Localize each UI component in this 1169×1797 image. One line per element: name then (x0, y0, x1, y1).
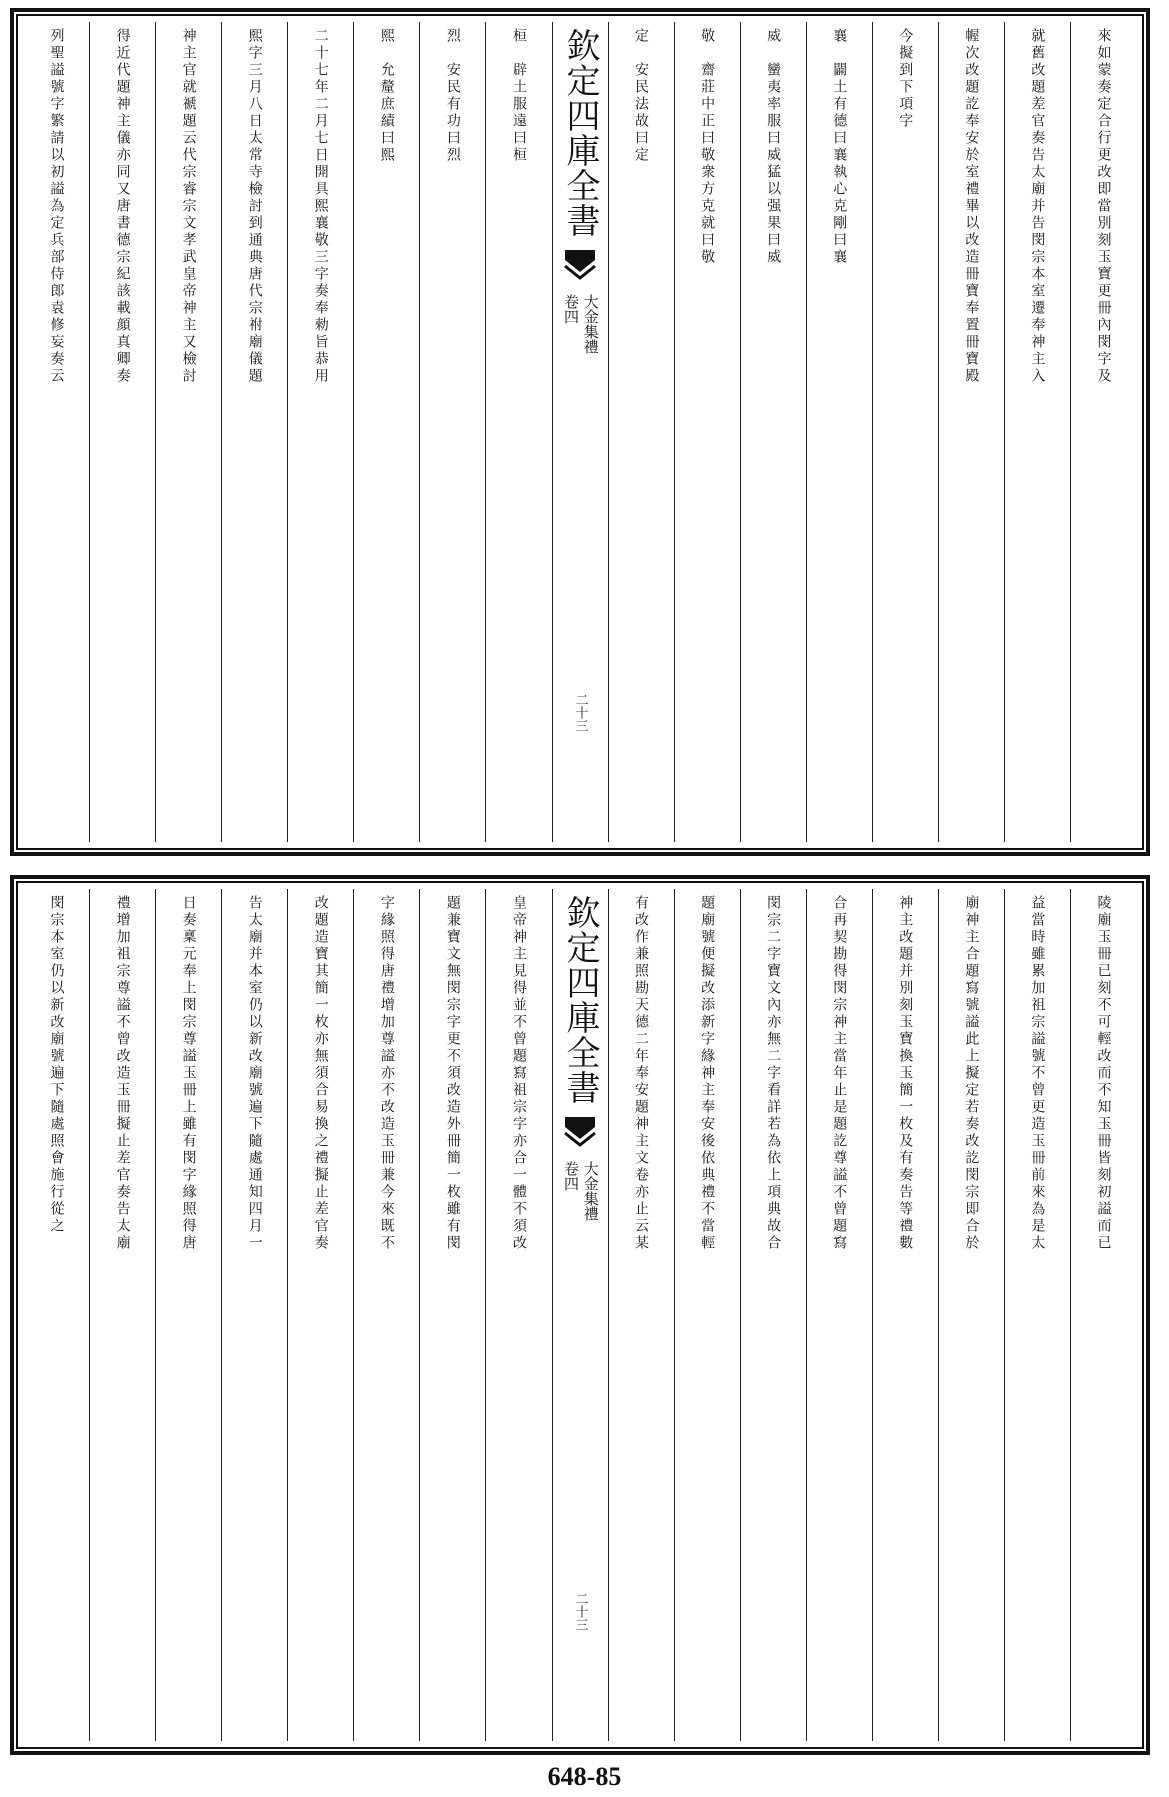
column-text: 皇帝神主見得並不曾題寫祖宗字亦合一體不須改 (510, 895, 527, 1252)
center-gutter (552, 889, 608, 1741)
text-column (419, 889, 485, 1741)
column-text: 烈 安民有功曰烈 (444, 28, 461, 164)
text-column (485, 22, 551, 842)
text-column (353, 22, 419, 842)
column-text: 禮增加祖宗尊謚不曾改造玉冊擬止差官奏告太廟 (114, 895, 131, 1252)
column-text: 就舊改題差官奏告太廟并告閔宗本室遷奉神主入 (1029, 28, 1046, 385)
column-text: 題兼寶文無閔宗字更不須改造外冊簡一枚雖有閔 (444, 895, 461, 1252)
top-columns (24, 22, 1136, 842)
text-column (1070, 889, 1136, 1741)
text-column (1004, 22, 1070, 842)
column-text: 廟神主合題寫號謚此上擬定若奏改訖閔宗即合於 (963, 895, 980, 1252)
text-column (872, 22, 938, 842)
text-column (419, 22, 485, 842)
column-text: 神主官就禠題云代宗睿宗文孝武皇帝神主又檢討 (180, 28, 197, 385)
text-column (155, 22, 221, 842)
text-column (740, 22, 806, 842)
text-column (89, 22, 155, 842)
text-column (287, 889, 353, 1741)
top-page (10, 8, 1150, 856)
text-column (1070, 22, 1136, 842)
gutter-subtitle (562, 294, 598, 354)
text-column (221, 22, 287, 842)
text-column (806, 889, 872, 1741)
column-text: 告太廟并本室仍以新改廟號遍下隨處通知四月一 (246, 895, 263, 1252)
gutter-page-number: 二十三 (572, 1592, 588, 1631)
text-column (674, 889, 740, 1741)
text-column (740, 889, 806, 1741)
text-column (674, 22, 740, 842)
fish-tail-mark-icon (563, 246, 597, 284)
page-number: 648-85 (547, 1762, 622, 1791)
gutter-book-name: 大金集禮 (581, 1161, 600, 1221)
text-column (485, 889, 551, 1741)
column-text: 閔宗本室仍以新改廟號遍下隨處照會施行從之 (48, 895, 65, 1235)
column-text: 定 安民法故曰定 (633, 28, 650, 164)
column-text: 日奏稟元奉上閔宗尊謚玉冊上雖有閔字緣照得唐 (180, 895, 197, 1252)
book-title: 欽定四庫全書 (560, 895, 600, 1105)
column-text: 二十七年二月七日開具熙襄敬三字奏奉勑旨恭用 (312, 28, 329, 385)
book-title: 欽定四庫全書 (560, 28, 600, 238)
gutter-subtitle (562, 1161, 598, 1221)
gutter-volume: 卷四 (562, 1161, 580, 1191)
text-column (938, 22, 1004, 842)
bottom-page (10, 875, 1150, 1755)
gutter-page-number: 二十三 (572, 693, 588, 732)
column-text: 桓 辟土服遠曰桓 (510, 28, 527, 164)
text-column (608, 22, 674, 842)
column-text: 熙 允釐庶績曰熙 (378, 28, 395, 164)
text-column (938, 889, 1004, 1741)
column-text: 來如蒙奏定合行更改即當別刻玉寶更冊內閔字及 (1095, 28, 1112, 385)
column-text: 益當時雖累加祖宗謚號不曾更造玉冊前來為是太 (1029, 895, 1046, 1252)
column-text: 合再契勘得閔宗神主當年止是題訖尊謚不曾題寫 (831, 895, 848, 1252)
column-text: 今擬到下項字 (897, 28, 914, 130)
text-column (24, 889, 89, 1741)
text-column (872, 889, 938, 1741)
column-text: 神主改題并別刻玉寶換玉簡一枚及有奏告等禮數 (897, 895, 914, 1252)
bottom-columns (24, 889, 1136, 1741)
column-text: 得近代題神主儀亦同又唐書德宗紀該載顔真卿奏 (114, 28, 131, 385)
column-text: 襄 闢土有德曰襄執心克剛曰襄 (831, 28, 848, 266)
column-text: 敬 齋莊中正曰敬衆方克就曰敬 (699, 28, 716, 266)
text-column (353, 889, 419, 1741)
column-text: 有改作兼照勘天德二年奉安題神主文卷亦止云某 (633, 895, 650, 1252)
text-column (1004, 889, 1070, 1741)
text-column (24, 22, 89, 842)
column-text: 熙字三月八日太常寺檢討到通典唐代宗祔廟儀題 (246, 28, 263, 385)
column-text: 閔宗二字寶文內亦無二字看詳若為依上項典故合 (765, 895, 782, 1252)
text-column (155, 889, 221, 1741)
text-column (287, 22, 353, 842)
column-text: 陵廟玉冊已刻不可輕改而不知玉冊皆刻初謚而已 (1095, 895, 1112, 1252)
gutter-volume: 卷四 (562, 294, 580, 324)
column-text: 列聖謚號字繁請以初謚為定兵部侍郎袁修妄奏云 (48, 28, 65, 385)
text-column (89, 889, 155, 1741)
text-column (806, 22, 872, 842)
column-text: 威 蠻夷率服曰威猛以强果曰威 (765, 28, 782, 266)
column-text: 幄次改題訖奉安於室禮畢以改造冊寶奉置冊寶殿 (963, 28, 980, 385)
gutter-book-name: 大金集禮 (581, 294, 600, 354)
text-column (608, 889, 674, 1741)
fish-tail-mark-icon (563, 1113, 597, 1151)
column-text: 題廟號便擬改添新字緣神主奉安後依典禮不當輕 (699, 895, 716, 1252)
center-gutter (552, 22, 608, 842)
text-column (221, 889, 287, 1741)
column-text: 字緣照得唐禮增加尊謚亦不改造玉冊兼今來既不 (378, 895, 395, 1252)
column-text: 改題造寶其簡一枚亦無須合易換之禮擬止差官奏 (312, 895, 329, 1252)
